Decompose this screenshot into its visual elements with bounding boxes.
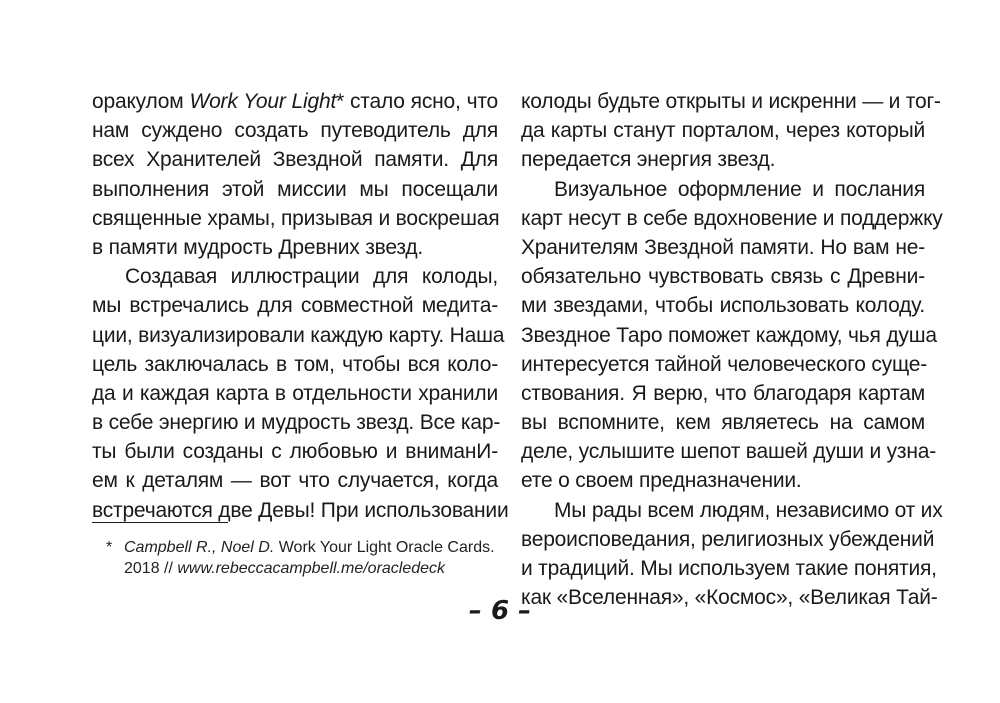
text-line: ты были созданы с любовью и вниманИ- [92,440,498,464]
text-line: всех Хранителей Звездной памяти. Для [92,148,498,172]
footnote-divider [92,522,228,523]
text-line: Хранителям Звездной памяти. Но вам не- [521,235,925,259]
text-line: обязательно чувствовать связь с Древни- [521,265,925,289]
footnote [106,537,501,579]
text-line: ете о своем предназначении. [521,469,802,493]
text-line: в памяти мудрость Древних звезд. [92,235,424,259]
footnote-line-2 [106,558,501,579]
text-line: карт несут в себе вдохновение и поддержку [521,206,943,230]
text-line: мы встречались для совместной медита- [92,294,498,318]
text-line: вероисповедания, религиозных убеждений [521,527,935,551]
text-line: ствования. Я верю, что благодаря картам [521,381,925,405]
text-line: как «Вселенная», «Космос», «Великая Тай- [521,586,938,610]
footnote-year: 2018 // [124,560,178,577]
text-line: Звездное Таро поможет каждому, чья душа [521,323,937,347]
text-line: интересуется тайной человеческого суще- [521,352,928,376]
text-line: ции, визуализировали каждую карту. Наша [92,323,505,347]
text-line: Визуальное оформление и послания [554,177,925,201]
text-line: вы вспомните, кем являетесь на самом [521,411,925,435]
text-line: Создавая иллюстрации для колоды, [125,265,498,289]
text-line: и традиций. Мы используем такие понятия, [521,557,937,580]
text-line: да карты станут порталом, через который [521,119,925,143]
text-line: ми звездами, чтобы использовать колоду. [521,294,925,318]
text-line: в себе энергию и мудрость звезд. Все кар- [92,411,501,435]
page-number: – 6 – [468,596,532,626]
footnote-marker: * [106,539,113,556]
text-line: цель заключалась в том, чтобы вся коло- [92,352,498,376]
text-line: деле, услышите шепот вашей души и узна- [521,440,937,464]
footnote-line-1 [106,537,501,558]
left-column [92,87,509,525]
text-line: оракулом Work Your Light* стало ясно, что [92,90,498,113]
text-line: нам суждено создать путеводитель для [92,119,498,143]
text-line: встречаются две Девы! При использовании [92,498,509,522]
footnote-authors: Campbell R., Noel D. [124,539,275,556]
right-column [521,87,943,612]
text-line: ем к деталям — вот что случается, когда [92,469,498,493]
text-line: передается энергия звезд. [521,148,776,172]
text-line: Мы рады всем людям, независимо от их [554,498,943,522]
text-line: священные храмы, призывая и воскрешая [92,206,500,230]
footnote-url: www.rebeccacampbell.me/oracledeck [177,560,446,577]
text-line: да и каждая карта в отдельности хранили [92,381,498,405]
footnote-title: Work Your Light Oracle Cards. [274,539,495,556]
text-line: колоды будьте открыты и искренни — и тог- [521,90,941,113]
text-line: выполнения этой миссии мы посещали [92,177,498,201]
